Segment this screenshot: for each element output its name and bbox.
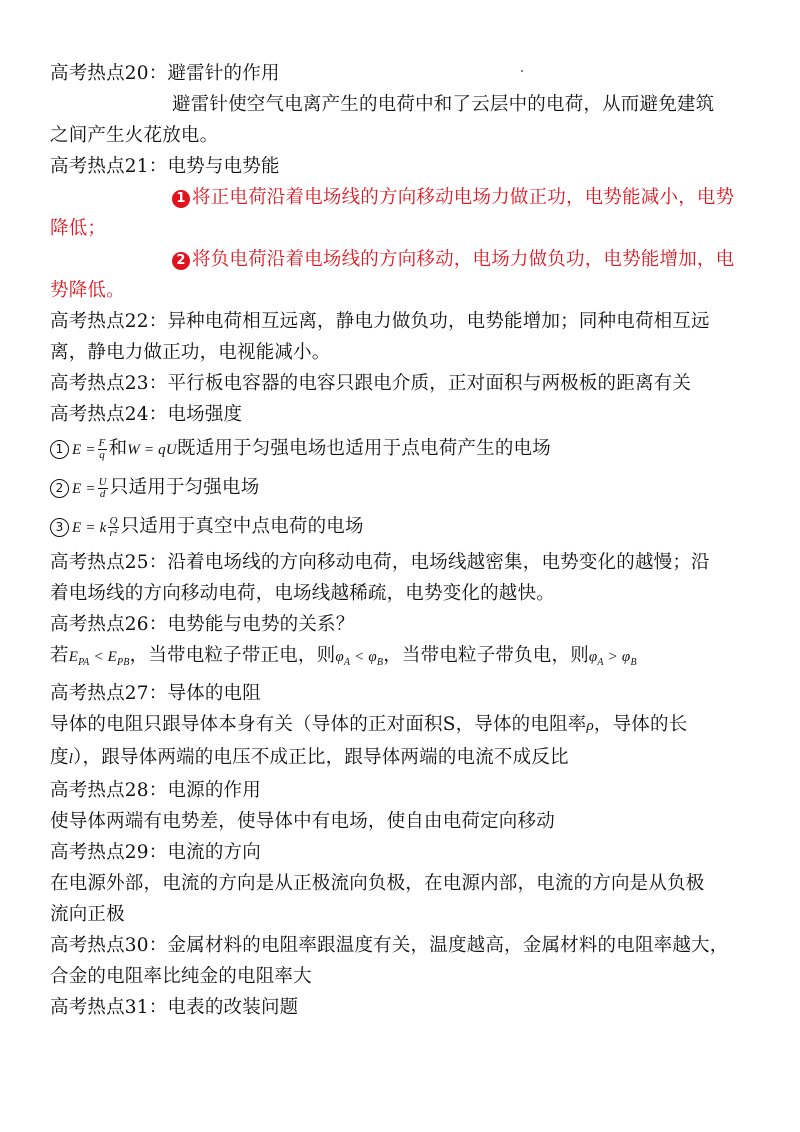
potential-energy-compare: $E_{PA} < E_{PB}$ (68, 649, 130, 668)
circle-2-icon: 2 (50, 479, 69, 498)
length-symbol: l (68, 751, 74, 767)
fraction-q-over-r2: $\frac{Q}{\text{r²}}$ (109, 514, 118, 539)
hotspot-20-body: 避雷针使空气电离产生的电荷中和了云层中的电荷，从而避免建筑 (172, 94, 715, 115)
filled-circle-1-icon: 1 (172, 190, 190, 208)
hotspot-24-heading: 高考热点24：电场强度 (50, 404, 243, 425)
hotspot-28-body: 使导体两端有电势差，使导体中有电场，使自由电荷定向移动 (50, 811, 555, 832)
hotspot-29-body-cont: 流向正极 (50, 904, 125, 925)
formula-line-1: 1 E = $\frac{F}{q}$ 和W = qU既适用于匀强电场也适用于点电荷产生的电场 (50, 430, 752, 469)
filled-circle-2-icon: 2 (172, 252, 190, 270)
hotspot-21-point-1-cont: 降低； (50, 218, 107, 239)
circle-1-icon: 1 (50, 440, 69, 459)
fraction-f-over-q: $\frac{F}{q}$ (98, 436, 106, 461)
hotspot-21-point-2-cont: 势降低。 (50, 280, 125, 301)
hotspot-26-body: 若$E_{PA} < E_{PB}$，当带电粒子带正电，则$\varphi_A < \varphi_B$，当带电粒子带负电，则$\varphi_A > \varphi_B$ (50, 645, 637, 668)
hotspot-30: 高考热点30：金属材料的电阻率跟温度有关，温度越高，金属材料的电阻率越大， (50, 935, 729, 956)
scan-speck (521, 70, 523, 72)
hotspot-30-cont: 合金的电阻率比纯金的电阻率大 (50, 966, 312, 987)
formula-line-2: 2 E = $\frac{U}{d}$ 只适用于匀强电场 (50, 469, 752, 508)
potential-compare-negative: $\varphi_A > \varphi_B$ (588, 649, 637, 668)
hotspot-27-heading: 高考热点27：导体的电阻 (50, 683, 261, 704)
resistivity-symbol: ρ (586, 718, 594, 734)
circle-3-icon: 3 (50, 518, 69, 537)
hotspot-29-body: 在电源外部，电流的方向是从正极流向负极，在电源内部，电流的方向是从负极 (50, 873, 705, 894)
hotspot-26-heading: 高考热点26：电势能与电势的关系？ (50, 614, 355, 635)
hotspot-20-heading: 高考热点20：避雷针的作用 (50, 63, 280, 84)
hotspot-25-cont: 着电场线的方向移动电荷，电场线越稀疏，电势变化的越快。 (50, 583, 555, 604)
hotspot-20-body-cont: 之间产生火花放电。 (50, 125, 219, 146)
hotspot-22-cont: 离，静电力做正功，电视能减小。 (50, 342, 331, 363)
hotspot-23: 高考热点23：平行板电容器的电容只跟电介质，正对面积与两极板的距离有关 (50, 373, 692, 394)
hotspot-21-point-2: 2 将负电荷沿着电场线的方向移动，电场力做负功，电势能增加，电 (50, 244, 752, 275)
potential-compare-positive: $\varphi_A < \varphi_B$ (335, 649, 384, 668)
hotspot-27-body: 导体的电阻只跟导体本身有关（导体的正对面积S，导体的电阻率ρ，导体的长 (50, 714, 688, 735)
hotspot-27-body-cont: 度l），跟导体两端的电压不成正比，跟导体两端的电流不成反比 (50, 747, 569, 768)
hotspot-31-heading: 高考热点31：电表的改装问题 (50, 997, 299, 1018)
fraction-u-over-d: $\frac{U}{d}$ (98, 475, 107, 500)
hotspot-21-heading: 高考热点21：电势与电势能 (50, 156, 280, 177)
hotspot-28-heading: 高考热点28：电源的作用 (50, 780, 261, 801)
hotspot-22: 高考热点22：异种电荷相互远离，静电力做负功，电势能增加；同种电荷相互远 (50, 311, 710, 332)
hotspot-25: 高考热点25：沿着电场线的方向移动电荷，电场线越密集，电势变化的越慢；沿 (50, 552, 710, 573)
formula-line-3: 3 E = k $\frac{Q}{\text{r²}}$ 只适用于真空中点电荷的电场 (50, 508, 752, 547)
hotspot-21-point-1: 1 将正电荷沿着电场线的方向移动电场力做正功，电势能减小，电势 (50, 182, 752, 213)
hotspot-29-heading: 高考热点29：电流的方向 (50, 842, 261, 863)
